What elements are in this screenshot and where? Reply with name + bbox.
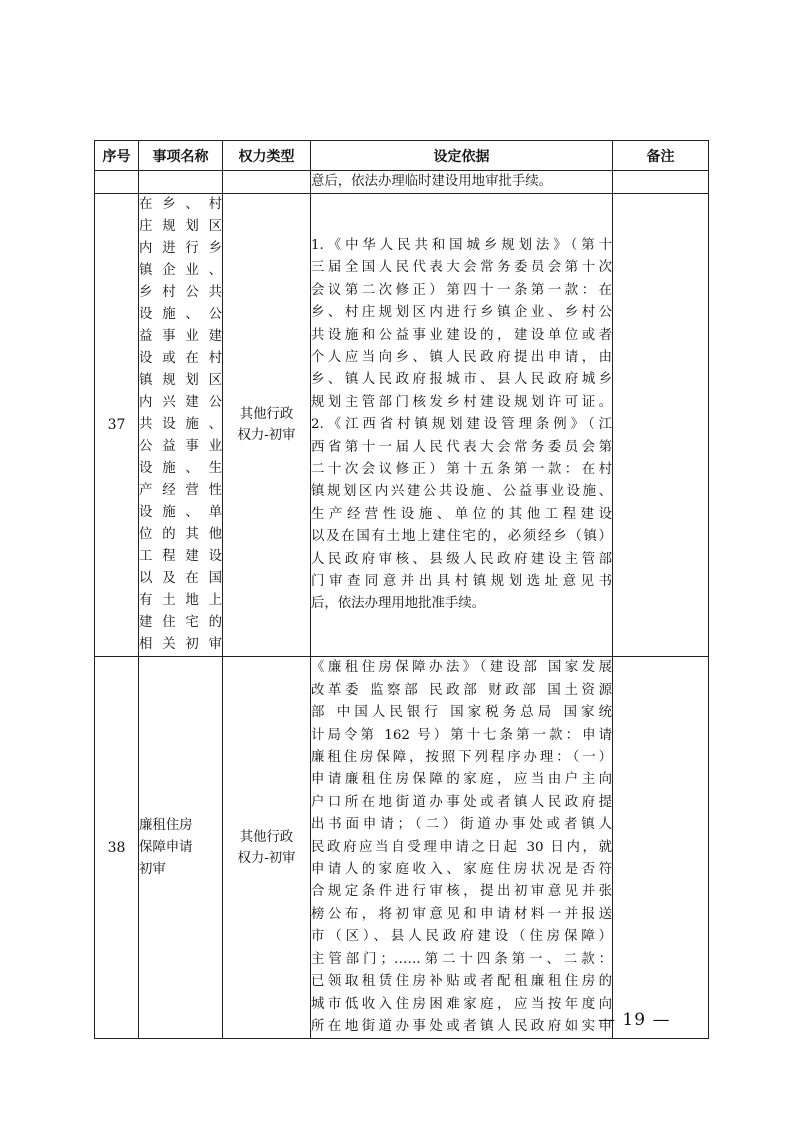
basis-line: 已领取租赁住房补贴或者配租廉租住房的	[311, 974, 612, 990]
name-line: 保障申请	[139, 839, 193, 855]
basis-line: 户口所在地街道办事处或者镇人民政府提	[311, 794, 612, 810]
row-seq: 38	[95, 657, 139, 1039]
row-item-name	[139, 657, 223, 1039]
basis-line: 民政府应当自受理申请之日起 30 日内，就	[311, 839, 612, 855]
basis-line: 意后，依法办理临时建设用地审批手续。	[311, 174, 553, 189]
name-line: 庄规划区	[139, 219, 222, 235]
basis-line: 申请廉租住房保障的家庭，应当由户主向	[311, 772, 612, 788]
name-line: 建住宅的	[139, 615, 222, 631]
basis-line: 会议第二次修正）第四十一条第一款：在	[311, 282, 612, 298]
header-name: 事项名称	[139, 141, 223, 171]
row-remark	[613, 657, 709, 1039]
basis-line: 合规定条件进行审核，提出初审意见并张	[311, 884, 612, 900]
row-seq: 37	[95, 194, 139, 657]
basis-line: 市（区）、县人民政府建设（住房保障）	[311, 929, 612, 945]
basis-line: 以及在国有土地上建住宅的，必须经乡（镇）	[311, 529, 612, 545]
basis-line: 西省第十一届人民代表大会常务委员会第	[311, 439, 612, 455]
basis-line: 计局令第 162 号）第十七条第一款：申请	[311, 727, 612, 743]
table-row-continuation	[95, 171, 709, 194]
name-line: 益事业建	[139, 329, 222, 345]
basis-line: 城市低收入住房困难家庭，应当按年度向	[311, 996, 612, 1012]
cont-basis	[311, 171, 613, 194]
name-line: 镇企业、	[139, 263, 222, 279]
name-line: 以及在国	[139, 571, 222, 587]
powers-table	[94, 140, 709, 1039]
name-line: 镇规划区	[139, 373, 222, 389]
basis-line: 1.《中华人民共和国城乡规划法》（第十	[311, 237, 612, 253]
type-line: 其他行政	[239, 829, 294, 845]
name-line: 共设施、	[139, 417, 222, 433]
name-line: 产经营性	[139, 483, 222, 499]
header-remark: 备注	[613, 141, 709, 171]
name-line: 有土地上	[139, 593, 222, 609]
basis-line: 廉租住房保障，按照下列程序办理：（一）	[311, 750, 612, 766]
basis-line: 规划主管部门核发乡村建设规划许可证。	[311, 394, 612, 410]
header-type: 权力类型	[223, 141, 311, 171]
table-header-row	[95, 141, 709, 171]
type-line: 权力-初审	[237, 428, 296, 444]
name-line: 初审	[139, 861, 166, 877]
name-line: 工程建设	[139, 549, 222, 565]
row-remark	[613, 194, 709, 657]
row-basis	[311, 657, 613, 1039]
name-line: 内兴建公	[139, 395, 222, 411]
basis-line: 改革委 监察部 民政部 财政部 国土资源	[311, 682, 612, 698]
basis-line: 出书面申请；（二）街道办事处或者镇人	[311, 817, 612, 833]
basis-line: 乡、村庄规划区内进行乡镇企业、乡村公	[311, 305, 612, 321]
cont-name	[139, 171, 223, 194]
name-line: 公益事业	[139, 439, 222, 455]
basis-line: 主管部门；……第二十四条第一、二款：	[311, 951, 612, 967]
basis-line: 镇规划区内兴建公共设施、公益事业设施、	[311, 484, 612, 500]
row-power-type	[223, 194, 311, 657]
cont-type	[223, 171, 311, 194]
cont-remark	[613, 171, 709, 194]
name-line: 相关初审	[139, 637, 222, 653]
name-line: 设施、单	[139, 505, 222, 521]
header-basis: 设定依据	[311, 141, 613, 171]
basis-line: 《廉租住房保障办法》（建设部 国家发展	[311, 660, 612, 676]
row-basis	[311, 194, 613, 657]
basis-line: 后，依法办理用地批准手续。	[311, 596, 486, 612]
basis-line: 生产经营性设施、单位的其他工程建设	[311, 506, 612, 522]
table-row-38	[95, 657, 709, 1039]
basis-line: 三届全国人民代表大会常务委员会第十次	[311, 260, 612, 276]
basis-line: 二十次会议修正）第十五条第一款：在村	[311, 462, 612, 478]
name-line: 设施、生	[139, 461, 222, 477]
basis-line: 个人应当向乡、镇人民政府提出申请，由	[311, 349, 612, 365]
name-line: 设施、公	[139, 307, 222, 323]
name-line: 乡村公共	[139, 285, 222, 301]
basis-line: 共设施和公益事业建设的，建设单位或者	[311, 327, 612, 343]
table-row-37	[95, 194, 709, 657]
page-number: — 19 —	[598, 1010, 671, 1030]
basis-line: 2.《江西省村镇规划建设管理条例》（江	[311, 417, 612, 433]
name-line: 内进行乡	[139, 241, 222, 257]
type-line: 其他行政	[239, 407, 294, 423]
name-line: 廉租住房	[139, 817, 193, 833]
basis-line: 所在地街道办事处或者镇人民政府如实申	[311, 1018, 612, 1034]
basis-line: 部 中国人民银行 国家税务总局 国家统	[311, 705, 612, 721]
basis-line: 榜公布，将初审意见和申请材料一并报送	[311, 906, 612, 922]
basis-line: 人民政府审核、县级人民政府建设主管部	[311, 551, 612, 567]
row-power-type	[223, 657, 311, 1039]
name-line: 在乡、村	[139, 197, 222, 213]
row-item-name	[139, 194, 223, 657]
basis-line: 申请人的家庭收入、家庭住房状况是否符	[311, 862, 612, 878]
basis-line: 乡、镇人民政府报城市、县人民政府城乡	[311, 372, 612, 388]
header-seq: 序号	[95, 141, 139, 171]
name-line: 设或在村	[139, 351, 222, 367]
basis-line: 门审查同意并出具村镇规划选址意见书	[311, 574, 612, 590]
type-line: 权力-初审	[237, 850, 296, 866]
name-line: 位的其他	[139, 527, 222, 543]
cont-seq	[95, 171, 139, 194]
